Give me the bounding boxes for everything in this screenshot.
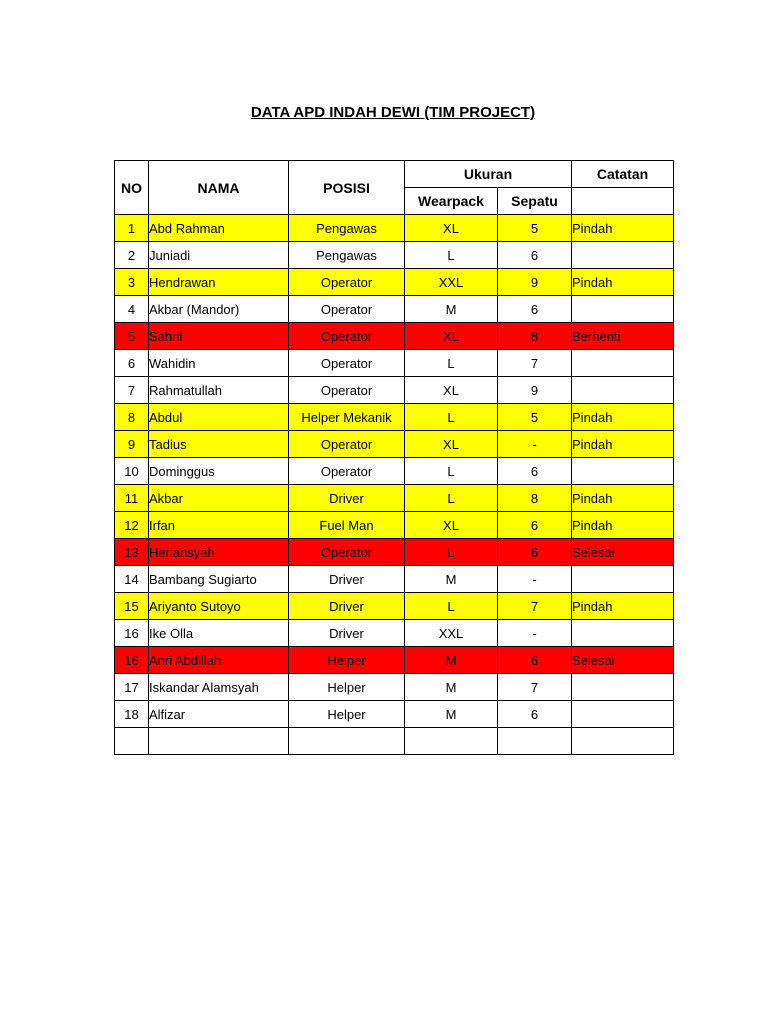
cell-nama: Akbar (Mandor): [149, 296, 289, 323]
cell-catatan: Pindah: [572, 215, 674, 242]
apd-table: [114, 160, 674, 755]
cell-nama: Heriansyah: [149, 539, 289, 566]
table-row: [115, 701, 674, 728]
cell-wearpack: L: [405, 404, 498, 431]
cell-nama: Akbar: [149, 485, 289, 512]
cell-no: 16: [115, 647, 149, 674]
cell-catatan: [572, 377, 674, 404]
header-sepatu: Sepatu: [498, 188, 572, 215]
header-catatan: Catatan: [572, 161, 674, 188]
cell-posisi: Driver: [289, 620, 405, 647]
cell-no: 10: [115, 458, 149, 485]
cell-wearpack: [405, 728, 498, 755]
cell-catatan: Selesai: [572, 539, 674, 566]
cell-wearpack: M: [405, 701, 498, 728]
cell-posisi: Operator: [289, 296, 405, 323]
cell-no: 2: [115, 242, 149, 269]
cell-no: 4: [115, 296, 149, 323]
header-no: NO: [115, 161, 149, 215]
table-row: [115, 269, 674, 296]
cell-wearpack: XL: [405, 512, 498, 539]
cell-no: 14: [115, 566, 149, 593]
table-row: [115, 377, 674, 404]
cell-no: 3: [115, 269, 149, 296]
cell-nama: Hendrawan: [149, 269, 289, 296]
table-row: [115, 512, 674, 539]
table-row: [115, 296, 674, 323]
cell-catatan: [572, 458, 674, 485]
cell-catatan: [572, 350, 674, 377]
cell-nama: Wahidin: [149, 350, 289, 377]
cell-posisi: Pengawas: [289, 242, 405, 269]
cell-no: 1: [115, 215, 149, 242]
cell-no: 16: [115, 620, 149, 647]
cell-nama: Ike Olla: [149, 620, 289, 647]
cell-catatan: Pindah: [572, 431, 674, 458]
cell-wearpack: L: [405, 350, 498, 377]
cell-catatan: Berhenti: [572, 323, 674, 350]
cell-sepatu: 6: [498, 701, 572, 728]
cell-sepatu: 6: [498, 296, 572, 323]
cell-no: 9: [115, 431, 149, 458]
cell-catatan: Pindah: [572, 512, 674, 539]
cell-sepatu: 7: [498, 674, 572, 701]
cell-nama: Rahmatullah: [149, 377, 289, 404]
cell-nama: Tadius: [149, 431, 289, 458]
cell-sepatu: 7: [498, 593, 572, 620]
cell-sepatu: 6: [498, 647, 572, 674]
cell-no: 6: [115, 350, 149, 377]
cell-wearpack: L: [405, 485, 498, 512]
cell-sepatu: 6: [498, 458, 572, 485]
cell-sepatu: 5: [498, 215, 572, 242]
cell-wearpack: M: [405, 296, 498, 323]
cell-sepatu: 8: [498, 485, 572, 512]
table-body: [115, 215, 674, 755]
cell-nama: Iskandar Alamsyah: [149, 674, 289, 701]
cell-wearpack: L: [405, 593, 498, 620]
cell-catatan: [572, 674, 674, 701]
cell-nama: Bambang Sugiarto: [149, 566, 289, 593]
table-row: [115, 539, 674, 566]
cell-nama: Dominggus: [149, 458, 289, 485]
cell-posisi: Driver: [289, 485, 405, 512]
table-row: [115, 485, 674, 512]
cell-catatan: Pindah: [572, 593, 674, 620]
table-row: [115, 431, 674, 458]
table-row: [115, 728, 674, 755]
cell-catatan: [572, 701, 674, 728]
cell-nama: Irfan: [149, 512, 289, 539]
cell-catatan: Pindah: [572, 485, 674, 512]
cell-posisi: Helper: [289, 701, 405, 728]
cell-wearpack: L: [405, 458, 498, 485]
cell-nama: Ariyanto Sutoyo: [149, 593, 289, 620]
cell-posisi: Helper Mekanik: [289, 404, 405, 431]
cell-sepatu: -: [498, 620, 572, 647]
cell-wearpack: XL: [405, 377, 498, 404]
table-row: [115, 242, 674, 269]
cell-nama: Anri Abdillah: [149, 647, 289, 674]
cell-wearpack: XL: [405, 431, 498, 458]
cell-nama: Abdul: [149, 404, 289, 431]
cell-nama: Juniadi: [149, 242, 289, 269]
header-wearpack: Wearpack: [405, 188, 498, 215]
header-row-top: [115, 161, 674, 188]
cell-posisi: Helper: [289, 674, 405, 701]
cell-sepatu: 6: [498, 512, 572, 539]
header-nama: NAMA: [149, 161, 289, 215]
cell-catatan: Pindah: [572, 269, 674, 296]
cell-no: 8: [115, 404, 149, 431]
cell-no: 18: [115, 701, 149, 728]
cell-catatan: [572, 620, 674, 647]
table-row: [115, 323, 674, 350]
cell-wearpack: XL: [405, 323, 498, 350]
cell-wearpack: M: [405, 647, 498, 674]
cell-catatan: [572, 566, 674, 593]
cell-nama: Sahril: [149, 323, 289, 350]
cell-posisi: Operator: [289, 377, 405, 404]
cell-no: 11: [115, 485, 149, 512]
header-catatan-blank: [572, 188, 674, 215]
table-row: [115, 350, 674, 377]
cell-sepatu: -: [498, 566, 572, 593]
cell-no: [115, 728, 149, 755]
cell-wearpack: XXL: [405, 269, 498, 296]
cell-posisi: Driver: [289, 593, 405, 620]
cell-sepatu: 5: [498, 404, 572, 431]
cell-wearpack: XXL: [405, 620, 498, 647]
cell-catatan: [572, 242, 674, 269]
cell-sepatu: 9: [498, 269, 572, 296]
table-row: [115, 647, 674, 674]
cell-posisi: Operator: [289, 431, 405, 458]
table-row: [115, 404, 674, 431]
table-row: [115, 215, 674, 242]
table-row: [115, 620, 674, 647]
cell-wearpack: L: [405, 242, 498, 269]
cell-sepatu: [498, 728, 572, 755]
cell-wearpack: L: [405, 539, 498, 566]
cell-nama: [149, 728, 289, 755]
cell-sepatu: 6: [498, 539, 572, 566]
header-posisi: POSISI: [289, 161, 405, 215]
cell-catatan: Selesai: [572, 647, 674, 674]
cell-wearpack: M: [405, 674, 498, 701]
cell-posisi: Operator: [289, 539, 405, 566]
cell-no: 7: [115, 377, 149, 404]
cell-posisi: Operator: [289, 323, 405, 350]
cell-no: 5: [115, 323, 149, 350]
cell-no: 15: [115, 593, 149, 620]
cell-posisi: Operator: [289, 350, 405, 377]
cell-posisi: Helper: [289, 647, 405, 674]
cell-posisi: Operator: [289, 458, 405, 485]
cell-sepatu: 8: [498, 323, 572, 350]
cell-posisi: Driver: [289, 566, 405, 593]
document-title: DATA APD INDAH DEWI (TIM PROJECT): [250, 104, 536, 121]
cell-sepatu: 7: [498, 350, 572, 377]
table-row: [115, 593, 674, 620]
cell-catatan: Pindah: [572, 404, 674, 431]
cell-posisi: Pengawas: [289, 215, 405, 242]
cell-posisi: [289, 728, 405, 755]
cell-catatan: [572, 728, 674, 755]
cell-no: 17: [115, 674, 149, 701]
table-row: [115, 458, 674, 485]
header-ukuran: Ukuran: [405, 161, 572, 188]
cell-posisi: Fuel Man: [289, 512, 405, 539]
cell-posisi: Operator: [289, 269, 405, 296]
cell-no: 12: [115, 512, 149, 539]
cell-sepatu: 6: [498, 242, 572, 269]
table-row: [115, 674, 674, 701]
cell-no: 13: [115, 539, 149, 566]
cell-nama: Alfizar: [149, 701, 289, 728]
cell-catatan: [572, 296, 674, 323]
cell-sepatu: -: [498, 431, 572, 458]
cell-wearpack: M: [405, 566, 498, 593]
cell-nama: Abd Rahman: [149, 215, 289, 242]
cell-wearpack: XL: [405, 215, 498, 242]
table-row: [115, 566, 674, 593]
cell-sepatu: 9: [498, 377, 572, 404]
